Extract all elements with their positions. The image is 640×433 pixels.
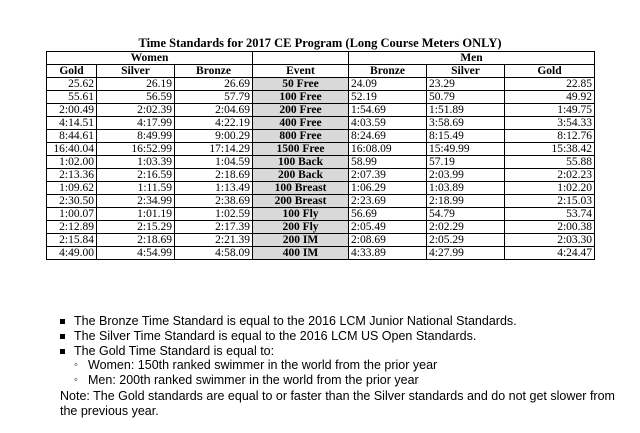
men-bronze-time: 1:54.69 [349, 104, 427, 117]
event-name: 100 Free [253, 91, 349, 104]
gold-men-note: ◦ Men: 200th ranked swimmer in the world from the prior year [60, 373, 630, 388]
women-gold-time: 1:09.62 [47, 182, 97, 195]
women-bronze-time: 2:21.39 [175, 234, 253, 247]
women-silver-time: 2:16.59 [97, 169, 175, 182]
event-name: 50 Free [253, 78, 349, 91]
men-silver-time: 54.79 [427, 208, 505, 221]
men-bronze-time: 2:23.69 [349, 195, 427, 208]
men-silver-time: 2:18.99 [427, 195, 505, 208]
women-silver-time: 2:15.29 [97, 221, 175, 234]
women-silver-time: 1:11.59 [97, 182, 175, 195]
men-silver-time: 2:03.99 [427, 169, 505, 182]
table-row [47, 208, 595, 221]
men-group-header: Men [349, 52, 595, 65]
table-row [47, 169, 595, 182]
table-row [47, 234, 595, 247]
women-gold-time: 4:49.00 [47, 247, 97, 260]
men-bronze-time: 52.19 [349, 91, 427, 104]
women-gold-time: 2:12.89 [47, 221, 97, 234]
table-row [47, 78, 595, 91]
women-gold-time: 2:30.50 [47, 195, 97, 208]
table-row [47, 195, 595, 208]
women-gold-time: 2:13.36 [47, 169, 97, 182]
men-bronze-time: 2:08.69 [349, 234, 427, 247]
men-bronze-time: 1:06.29 [349, 182, 427, 195]
women-gold-time: 2:00.49 [47, 104, 97, 117]
men-silver-header: Silver [427, 65, 505, 78]
men-silver-time: 1:03.89 [427, 182, 505, 195]
men-bronze-time: 4:33.89 [349, 247, 427, 260]
women-gold-time: 2:15.84 [47, 234, 97, 247]
men-bronze-time: 8:24.69 [349, 130, 427, 143]
table-row [47, 104, 595, 117]
men-bronze-time: 2:07.39 [349, 169, 427, 182]
bronze-note: The Bronze Time Standard is equal to the 2016 LCM Junior National Standards. [60, 314, 630, 329]
event-name: 100 Back [253, 156, 349, 169]
event-name: 200 Free [253, 104, 349, 117]
women-silver-time: 2:34.99 [97, 195, 175, 208]
women-silver-time: 1:03.39 [97, 156, 175, 169]
women-bronze-time: 2:38.69 [175, 195, 253, 208]
table-title: Time Standards for 2017 CE Program (Long Course Meters ONLY) [138, 36, 502, 50]
women-group-header: Women [47, 52, 253, 65]
men-silver-time: 3:58.69 [427, 117, 505, 130]
men-silver-time: 57.19 [427, 156, 505, 169]
women-bronze-time: 1:13.49 [175, 182, 253, 195]
men-silver-time: 2:02.29 [427, 221, 505, 234]
men-gold-time: 4:24.47 [505, 247, 595, 260]
men-silver-time: 50.79 [427, 91, 505, 104]
men-bronze-time: 2:05.49 [349, 221, 427, 234]
women-bronze-header: Bronze [175, 65, 253, 78]
women-bronze-time: 4:22.19 [175, 117, 253, 130]
women-bronze-time: 26.69 [175, 78, 253, 91]
women-bronze-time: 2:17.39 [175, 221, 253, 234]
women-silver-time: 4:17.99 [97, 117, 175, 130]
table-row [47, 247, 595, 260]
table-body [47, 78, 595, 260]
women-gold-time: 25.62 [47, 78, 97, 91]
event-name: 100 Fly [253, 208, 349, 221]
women-silver-header: Silver [97, 65, 175, 78]
event-name: 1500 Free [253, 143, 349, 156]
men-silver-time: 23.29 [427, 78, 505, 91]
women-silver-time: 16:52.99 [97, 143, 175, 156]
women-bronze-time: 2:18.69 [175, 169, 253, 182]
men-gold-time: 15:38.42 [505, 143, 595, 156]
event-group-spacer [253, 52, 349, 65]
men-silver-time: 4:27.99 [427, 247, 505, 260]
men-silver-time: 8:15.49 [427, 130, 505, 143]
footnote: Note: The Gold standards are equal to or faster than the Silver standards and do not get slower from the previous year. [60, 389, 615, 418]
men-bronze-time: 4:03.59 [349, 117, 427, 130]
table-row [47, 156, 595, 169]
women-silver-time: 26.19 [97, 78, 175, 91]
group-header-row [47, 52, 595, 65]
men-gold-time: 2:02.23 [505, 169, 595, 182]
men-gold-time: 1:49.75 [505, 104, 595, 117]
women-gold-time: 8:44.61 [47, 130, 97, 143]
women-silver-time: 2:02.39 [97, 104, 175, 117]
table-row [47, 91, 595, 104]
women-gold-time: 55.61 [47, 91, 97, 104]
time-standards-table [46, 51, 595, 260]
table-row [47, 130, 595, 143]
men-gold-time: 53.74 [505, 208, 595, 221]
women-gold-time: 1:00.07 [47, 208, 97, 221]
men-gold-time: 3:54.33 [505, 117, 595, 130]
women-silver-time: 8:49.99 [97, 130, 175, 143]
women-bronze-time: 1:02.59 [175, 208, 253, 221]
event-name: 800 Free [253, 130, 349, 143]
women-gold-time: 1:02.00 [47, 156, 97, 169]
notes-list [60, 314, 630, 388]
men-bronze-header: Bronze [349, 65, 427, 78]
women-silver-time: 4:54.99 [97, 247, 175, 260]
women-silver-time: 2:18.69 [97, 234, 175, 247]
women-bronze-time: 2:04.69 [175, 104, 253, 117]
women-gold-header: Gold [47, 65, 97, 78]
women-bronze-time: 9:00.29 [175, 130, 253, 143]
women-silver-time: 1:01.19 [97, 208, 175, 221]
men-gold-time: 22.85 [505, 78, 595, 91]
event-name: 400 IM [253, 247, 349, 260]
event-name: 200 Fly [253, 221, 349, 234]
men-silver-time: 1:51.89 [427, 104, 505, 117]
women-gold-time: 16:40.04 [47, 143, 97, 156]
men-silver-time: 15:49.99 [427, 143, 505, 156]
gold-women-note: ◦ Women: 150th ranked swimmer in the world from the prior year [60, 358, 630, 373]
men-gold-time: 2:00.38 [505, 221, 595, 234]
event-name: 200 Back [253, 169, 349, 182]
men-gold-time: 8:12.76 [505, 130, 595, 143]
table-row [47, 182, 595, 195]
women-gold-time: 4:14.51 [47, 117, 97, 130]
men-gold-time: 49.92 [505, 91, 595, 104]
women-bronze-time: 4:58.09 [175, 247, 253, 260]
women-bronze-time: 1:04.59 [175, 156, 253, 169]
event-name: 200 Breast [253, 195, 349, 208]
men-bronze-time: 16:08.09 [349, 143, 427, 156]
women-bronze-time: 57.79 [175, 91, 253, 104]
men-silver-time: 2:05.29 [427, 234, 505, 247]
table-row [47, 117, 595, 130]
silver-note: The Silver Time Standard is equal to the 2016 LCM US Open Standards. [60, 329, 630, 344]
event-name: 400 Free [253, 117, 349, 130]
men-bronze-time: 24.09 [349, 78, 427, 91]
men-gold-time: 55.88 [505, 156, 595, 169]
men-gold-time: 2:15.03 [505, 195, 595, 208]
women-silver-time: 56.59 [97, 91, 175, 104]
gold-note: The Gold Time Standard is equal to: [60, 344, 630, 359]
event-header: Event [253, 65, 349, 78]
event-name: 200 IM [253, 234, 349, 247]
men-gold-time: 2:03.30 [505, 234, 595, 247]
men-gold-header: Gold [505, 65, 595, 78]
column-header-row [47, 65, 595, 78]
men-bronze-time: 56.69 [349, 208, 427, 221]
event-name: 100 Breast [253, 182, 349, 195]
table-row [47, 143, 595, 156]
women-bronze-time: 17:14.29 [175, 143, 253, 156]
men-bronze-time: 58.99 [349, 156, 427, 169]
table-row [47, 221, 595, 234]
men-gold-time: 1:02.20 [505, 182, 595, 195]
